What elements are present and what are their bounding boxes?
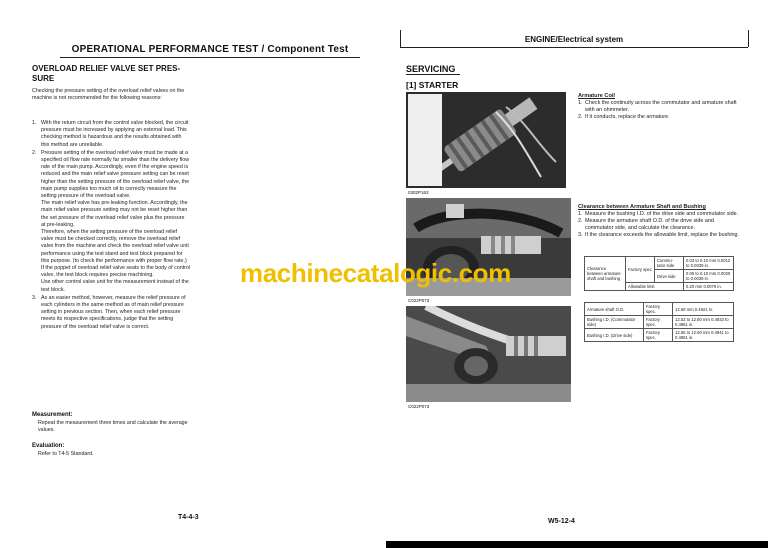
armature-section (578, 93, 743, 121)
table-cell-spec: Factory spec (626, 257, 655, 283)
list-item-number: 2. (578, 218, 583, 224)
header-rule (60, 57, 360, 58)
table-cell-value: 0.05 to 0.10 mm 0.0020 to 0.0039 in. (684, 270, 734, 283)
right-page-number: W5-12-4 (548, 518, 575, 525)
list-item (578, 100, 743, 114)
list-item-extra: The main relief valve has pre-leaking function. Accordingly, the main relief valve pressure setting may not be reset higher than the set pressure of the overload relief valve plus the pressure at pre-leaking. (41, 200, 188, 228)
list-item (578, 232, 743, 239)
photo-caption: C022P073 (408, 404, 430, 409)
bore-gauge-photo (406, 306, 571, 402)
list-item-text: With the return circuit from the control valve blocked, the circuit pressure must be increased by applying an external load. This checking method is hazardous and the results obtained with this method are unreliable. (41, 120, 189, 148)
starter-title: [1] STARTER (406, 80, 459, 90)
table-cell-label: Bushing I.D. (Drive side) (585, 329, 644, 342)
measurement-label: Measurement: (32, 412, 73, 418)
list-item-number: 3. (578, 232, 583, 238)
section-title: OVERLOAD RELIEF VALVE SET PRES- SURE (32, 64, 181, 83)
list-item-text: If it conducts, replace the armature. (585, 114, 670, 120)
table-cell-label: Armature shaft O.D. (585, 303, 644, 316)
list-item-number: 1. (32, 120, 37, 126)
watermark: machinecatalogic.com (240, 258, 511, 288)
clearance-spec-table (584, 256, 734, 291)
table-cell-value: 12.50 mm 0.4921 in. (673, 303, 734, 316)
armature-photo (406, 92, 566, 188)
measurement-text: Repeat the measurement three times and calculate the average values. (38, 420, 188, 434)
table-cell-spec: Factory spec. (644, 316, 673, 329)
photo-caption: 0302P163 (408, 190, 429, 195)
left-page-number: T4-4-3 (178, 514, 199, 521)
evaluation-text: Refer to T4-5 Standard. (38, 451, 94, 457)
armature-steps (578, 100, 743, 121)
table-cell-side: Commu-tator side (655, 257, 684, 270)
list-item (32, 150, 190, 294)
right-page-header: ENGINE/Electrical system (524, 35, 624, 44)
evaluation-label: Evaluation: (32, 443, 65, 449)
list-item-number: 3. (32, 294, 37, 301)
dimension-spec-table (584, 302, 734, 342)
bottom-bar (386, 541, 768, 548)
clearance-steps (578, 211, 743, 239)
list-item (32, 295, 190, 331)
list-item-number: 2. (578, 114, 583, 120)
table-cell-label: Clearance between armature shaft and bushing (585, 257, 626, 291)
table-cell-value: 0.20 mm 0.0079 in. (684, 283, 734, 291)
photo-caption: C022P073 (408, 298, 430, 303)
servicing-title: SERVICING (406, 64, 456, 74)
clearance-title: Clearance between Armature Shaft and Bushing (578, 204, 706, 210)
list-item-text: Check the continuity across the commutator and armature shaft with an ohmmeter. (585, 100, 737, 113)
list-item (32, 120, 190, 149)
bore-gauge-illustration (406, 306, 571, 402)
list-item-text: Measure the armature shaft O.D. of the drive side and commutator side, and calculate the clearance. (585, 218, 714, 231)
table-cell-spec: Factory spec. (644, 329, 673, 342)
table-cell-value: 12.55 to 12.60 mm 0.4941 to 0.4961 in. (673, 329, 734, 342)
clearance-spec-table-wrap (584, 256, 734, 291)
header-frame-right (748, 30, 749, 47)
list-item (578, 218, 743, 232)
table-cell-label: Bushing I.D. (Commutator side) (585, 316, 644, 329)
armature-title: Armature Coil (578, 93, 615, 99)
table-cell-value: 0.03 to 0.10 mm 0.0012 to 0.0039 in. (684, 257, 734, 270)
list-item-number: 1. (578, 100, 583, 106)
list-item-number: 2. (32, 149, 37, 156)
left-page-header: OPERATIONAL PERFORMANCE TEST / Component Test (71, 44, 349, 55)
header-frame-rule (400, 47, 748, 48)
dimension-spec-table-wrap (584, 302, 734, 342)
armature-illustration (406, 92, 566, 188)
table-cell-spec: Factory spec. (644, 303, 673, 316)
table-cell-side: Drive side (655, 270, 684, 283)
list-item-number: 1. (578, 211, 583, 217)
list-item-extra: Therefore, when the setting pressure of the overload relief valve must be checked correctly, remove the overload relief valve from the machine and check the overload relief valve unit performance using the test stand and test block prepared for this purpose. (to check the performance with proper flow rate.) (41, 229, 189, 264)
list-item (578, 211, 743, 218)
list-item-text: Measure the bushing I.D. of the drive side and commutator side. (585, 211, 739, 217)
table-cell-limit: Allowable limit (626, 283, 684, 291)
list-item (578, 114, 743, 121)
intro-paragraph: Checking the pressure setting of the overload relief valves on the machine is not recommended for the following reasons: (32, 88, 185, 102)
list-item-text: As an easier method, however, measure the relief pressure of each cylinders in the same method as of main relief pressure setting in previous section. Then, when each relief pressure meets its respective specifications, judge that the setting pressure of the overload relief valve is correct. (41, 294, 186, 330)
reasons-list (32, 120, 190, 332)
list-item-extra: Use other control valve unit for the measurement instead of the test block. (41, 279, 189, 293)
table-cell-value: 12.53 to 12.60 mm 0.4933 to 0.4961 in. (673, 316, 734, 329)
clearance-section (578, 204, 743, 239)
list-item-text: Pressure setting of the overload relief valve must be made at a specified oil flow rate normally far smaller than the delivery flow rate of the main pump. Accordingly, even if the engine speed is reduced and the main relief valve pressure setting can be reset higher than the setting pressure of the overload relief valve, the main pump supplies too much oil to correctly measure the setting pressure of the overload valve. (41, 149, 190, 200)
list-item-text: If the clearance exceeds the allowable limit, replace the bushing. (585, 232, 740, 238)
list-item-extra: If the poppet of overload relief valve seats to the body of control valve, the test block requires precise machining. (41, 265, 190, 279)
servicing-rule (406, 74, 460, 75)
